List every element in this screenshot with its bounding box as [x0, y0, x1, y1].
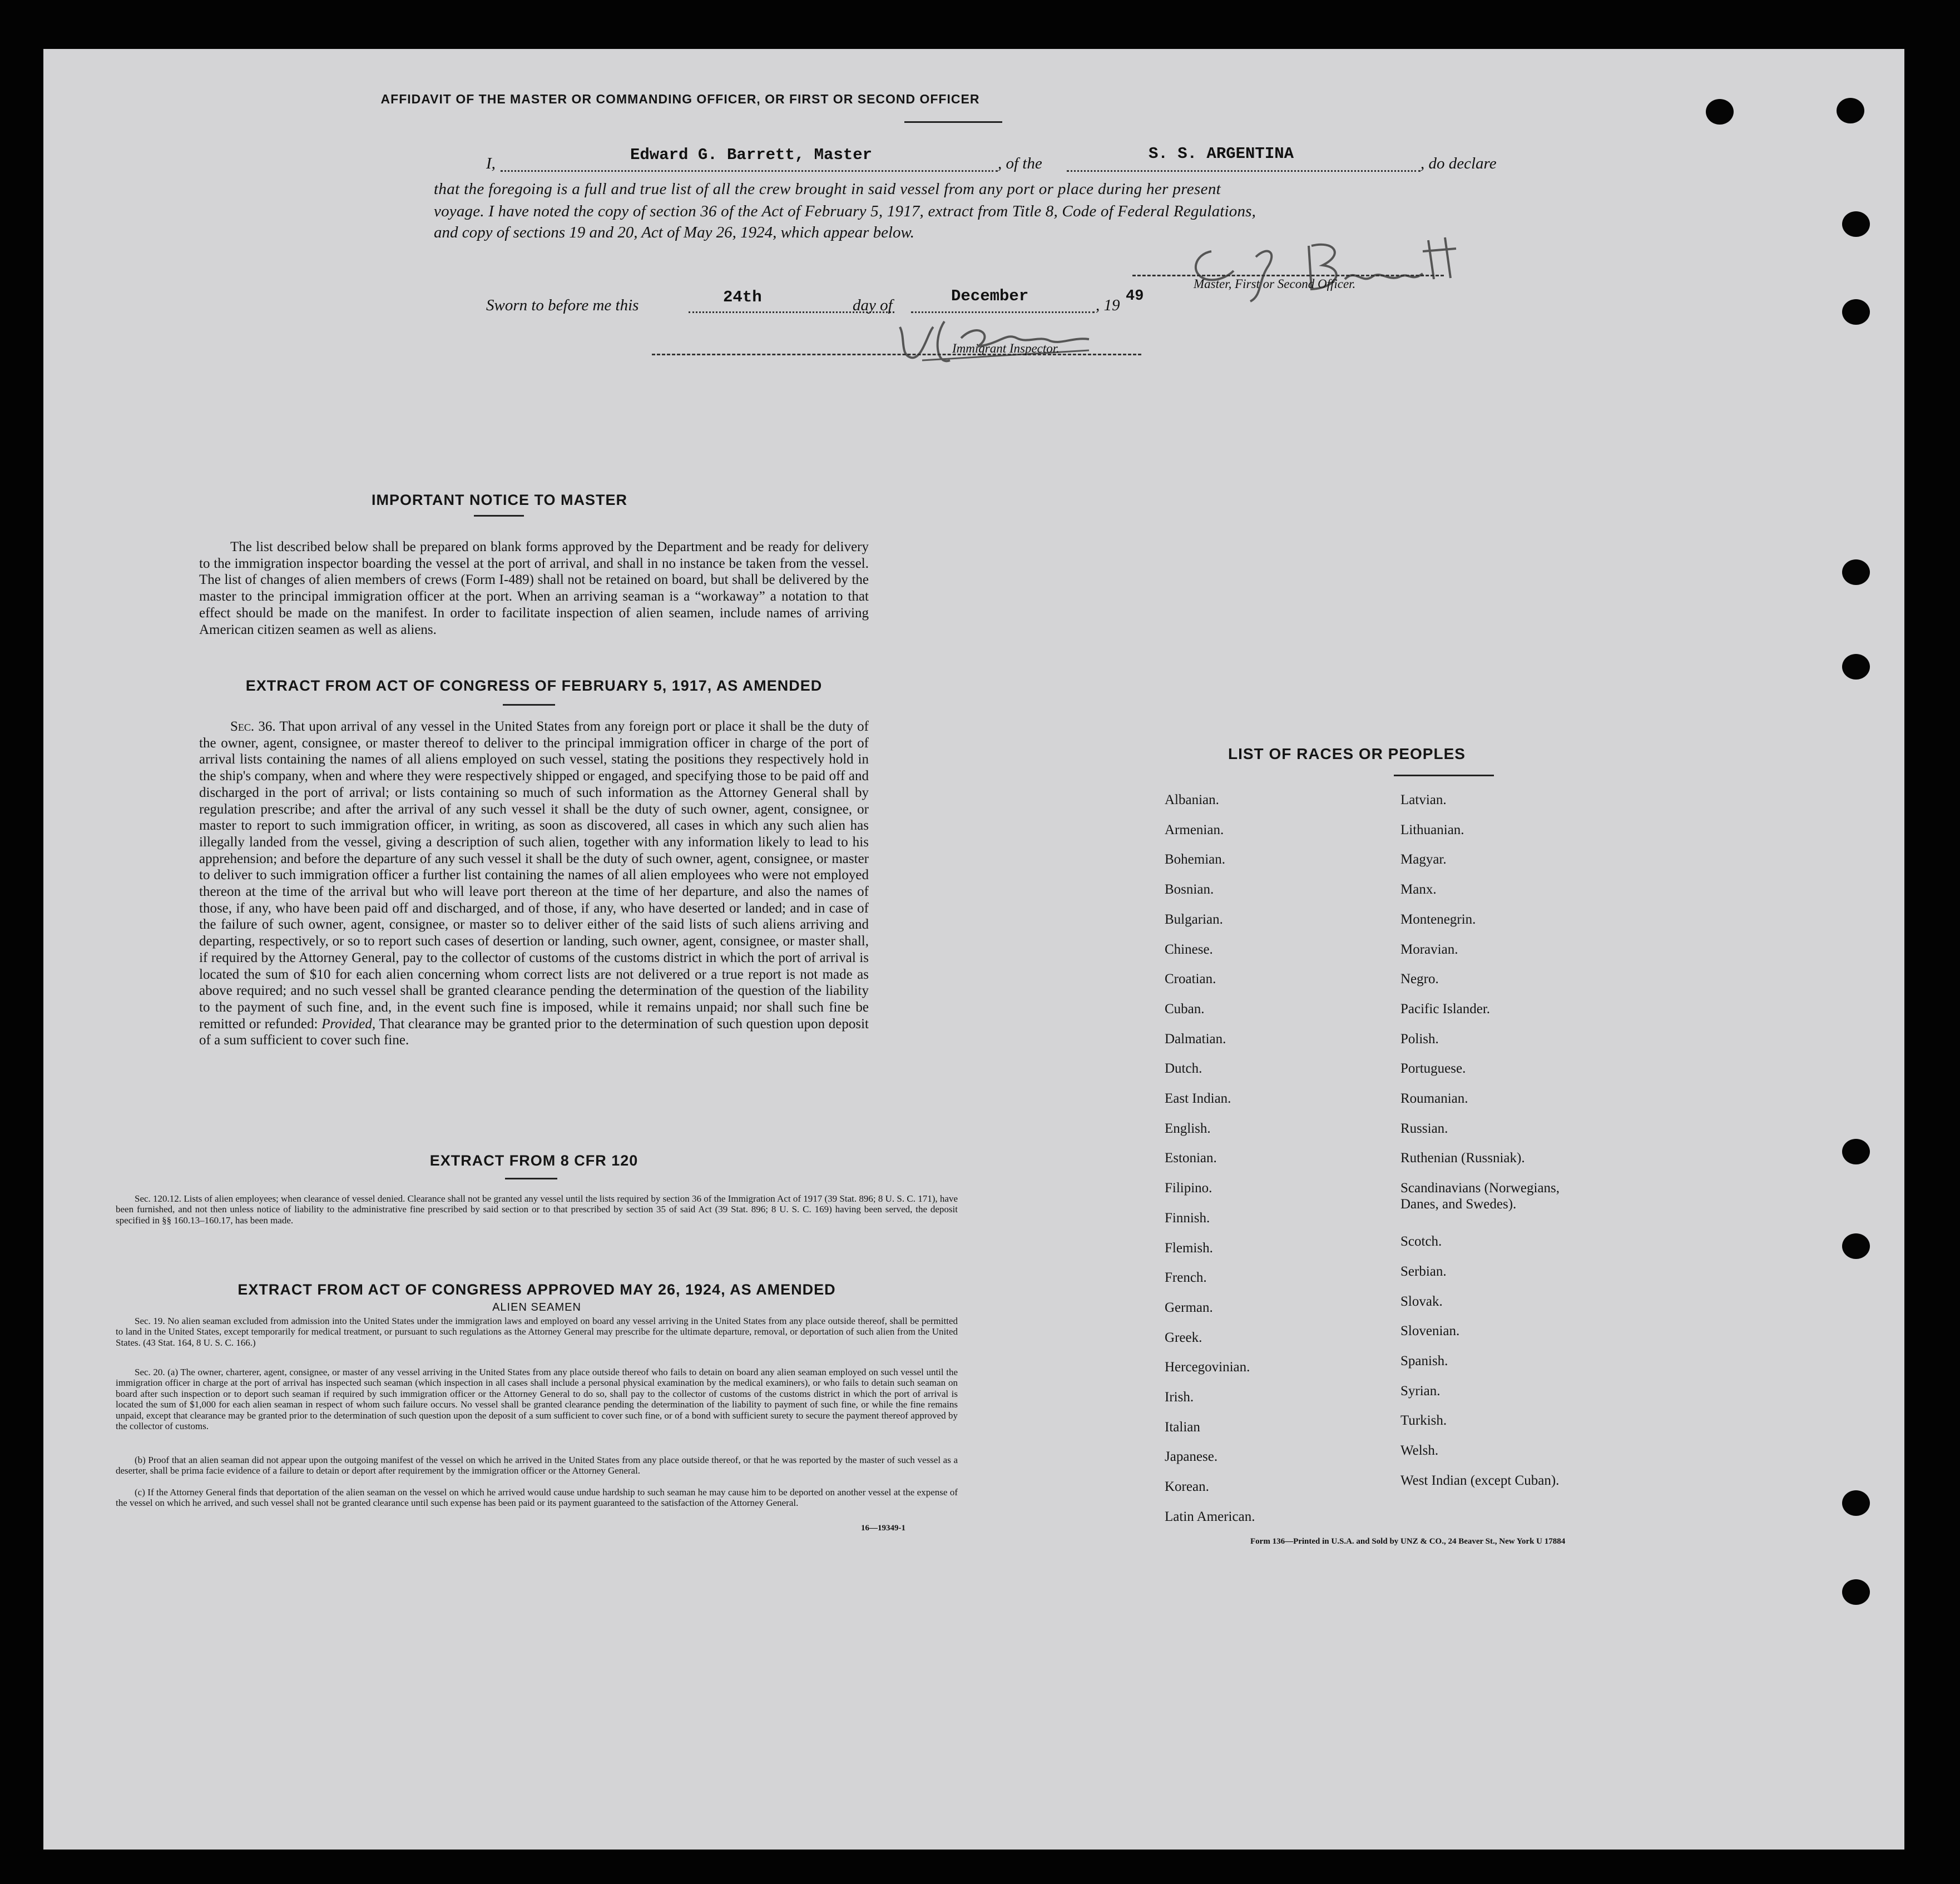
race-item-left: Dutch. [1165, 1061, 1202, 1077]
alien-seamen-subtitle: ALIEN SEAMEN [492, 1301, 581, 1313]
declarant-prefix: I, [486, 155, 496, 172]
race-item-left: Flemish. [1165, 1240, 1213, 1256]
race-item-left: English. [1165, 1121, 1211, 1136]
sworn-label: Sworn to before me this [486, 296, 639, 314]
punch-hole [1842, 1579, 1870, 1605]
provided-label: Provided, [321, 1016, 376, 1032]
race-item-right: Turkish. [1400, 1413, 1447, 1429]
form-code: 16—19349-1 [861, 1524, 905, 1533]
race-item-left: German. [1165, 1300, 1213, 1315]
affidavit-title: AFFIDAVIT OF THE MASTER OR COMMANDING OFFICER, OR FIRST OR SECOND OFFICER [380, 92, 980, 106]
notice-rule [474, 515, 524, 517]
punch-hole [1842, 1490, 1870, 1516]
punch-hole [1842, 211, 1870, 237]
race-item-right: Ruthenian (Russniak). [1400, 1151, 1525, 1166]
extract-1917-rule [503, 704, 555, 706]
inspector-signature-line [652, 354, 1141, 355]
declare-label: , do declare [1420, 155, 1497, 172]
race-item-left: Filipino. [1165, 1181, 1212, 1196]
race-item-left: Bohemian. [1165, 852, 1226, 867]
race-item-right: Pacific Islander. [1400, 1001, 1491, 1017]
race-item-right: Slovenian. [1400, 1323, 1460, 1339]
race-item-right: Slovak. [1400, 1293, 1443, 1309]
races-rule [1394, 775, 1494, 776]
title-rule [904, 121, 1002, 123]
declaration-line-3: voyage. I have noted the copy of section 36 of the Act of February 5, 1917, extract from Title 8, Code of Federal Regulations, [434, 202, 1256, 220]
extract-cfr-title: EXTRACT FROM 8 CFR 120 [429, 1152, 639, 1169]
sworn-day[interactable]: 24th [723, 288, 762, 306]
race-item-right: Spanish. [1400, 1353, 1448, 1369]
race-item-left: East Indian. [1165, 1091, 1231, 1106]
punch-hole [1837, 98, 1864, 123]
punch-hole [1842, 1139, 1870, 1164]
race-item-left: Greek. [1165, 1330, 1202, 1345]
punch-hole [1842, 1233, 1870, 1259]
sworn-month[interactable]: December [951, 287, 1029, 305]
notice-body: The list described below shall be prepared on blank forms approved by the Department and be ready for delivery to the immigration inspector boarding the vessel at the port of arrival, and shall in no instance be taken from the vessel. The list of changes of alien members of crews (Form I-489) shall not be retained on board, but shall be delivered by the master to the principal immigration officer at the port. When an arriving seaman is a “workaway” a notation to that effect should be made on the manifest. In order to facilitate inspection of alien seamen, include names of arriving American citizen seamen as well as aliens. [199, 539, 869, 637]
officer-signature-line [1132, 275, 1444, 276]
race-item-right: Polish. [1400, 1031, 1439, 1047]
race-item-left: Hercegovinian. [1165, 1360, 1250, 1375]
race-item-right: Welsh. [1400, 1443, 1439, 1458]
race-item-left: Estonian. [1165, 1151, 1217, 1166]
extract-cfr-rule [505, 1178, 557, 1179]
race-item-right: West Indian (except Cuban). [1400, 1473, 1560, 1488]
extract-1917-title: EXTRACT FROM ACT OF CONGRESS OF FEBRUARY 5, 1917, AS AMENDED [245, 677, 823, 694]
race-item-left: Dalmatian. [1165, 1031, 1226, 1047]
race-item-right: Scandinavians (Norwegians, Danes, and Swedes). [1400, 1181, 1560, 1212]
printer-footer: Form 136—Printed in U.S.A. and Sold by UNZ & CO., 24 Beaver St., New York U 17884 [1250, 1537, 1566, 1546]
race-item-left: Irish. [1165, 1390, 1194, 1405]
sworn-year[interactable]: 49 [1126, 288, 1144, 305]
sec-36-text: That upon arrival of any vessel in the United States from any foreign port or place it shall be the duty of the owner, agent, consignee, or master thereof to deliver to the principal immigration officer in charge of the port of arrival lists containing the names of all aliens employed on such vessel, stating the positions they respectively hold in the ship's company, when and where they were respectively shipped or engaged, and specifying those to be paid off and discharged in the port of arrival; or lists containing so much of such information as the Attorney General shall by regulation prescribe; and after the arrival of any such vessel it shall be the duty of such owner, agent, consignee, or master to report to such immigration officer, in writing, as soon as discovered, all cases in which any such alien has illegally landed from the vessel, giving a description of such alien, together with any information likely to lead to his apprehension; and before the departure of any such vessel it shall be the duty of such owner, agent, consignee, or master to deliver to such immigration officer a further list containing the names of all alien employees who were not employed thereon at the time of the arrival but who will leave port thereon at the time of her departure, and also the names of those, if any, who have been paid off and discharged, and of those, if any, who have deserted or landed; and in case of the failure of such owner, agent, consignee, or master so to deliver either of the said lists of such aliens arriving and departing, respectively, or so to report such cases of desertion or landing, such owner, agent, consignee, or master shall, if required by the Attorney General, pay to the collector of customs of the customs district in which the port of arrival is located the sum of $10 for each alien concerning whom correct lists are not delivered or a true report is not made as above required; and no such vessel shall be granted clearance pending the determination of the question of the liability to the payment of such fine, and, in the event such fine is imposed, while it remains unpaid; nor shall such fine be remitted or refunded: [199, 719, 869, 1032]
race-item-right: Montenegrin. [1400, 911, 1476, 927]
race-item-right: Portuguese. [1400, 1061, 1466, 1077]
race-item-left: Armenian. [1165, 822, 1224, 837]
year-prefix: , 19 [1096, 296, 1120, 314]
inspector-label: Immigrant Inspector. [952, 341, 1060, 355]
race-item-left: Cuban. [1165, 1001, 1205, 1017]
punch-hole [1842, 559, 1870, 585]
race-item-right: Negro. [1400, 971, 1439, 987]
race-item-left: Chinese. [1165, 941, 1213, 957]
punch-hole [1706, 99, 1734, 125]
race-item-left: Bulgarian. [1165, 911, 1223, 927]
extract-cfr-body: Sec. 120.12. Lists of alien employees; when clearance of vessel denied. Clearance shall not be granted any vessel until the lists required by section 36 of the Immigration Act of 1917 (39 Stat. 896; 8 U. S. C. 171), have been furnished, and not then unless notice of liability to the administrative fine prescribed by said section or to that prescribed by section 35 of said Act (39 Stat. 896; 8 U. S. C. 169) having been served, the deposit specified in §§ 160.13–160.17, has been made. [116, 1193, 958, 1226]
of-the-label: , of the [998, 155, 1042, 172]
punch-hole [1842, 654, 1870, 680]
extract-1924-title: EXTRACT FROM ACT OF CONGRESS APPROVED MAY 26, 1924, AS AMENDED [237, 1281, 836, 1298]
name-line [501, 170, 998, 172]
declaration-line-2: that the foregoing is a full and true list of all the crew brought in said vessel from any port or place during her present [434, 180, 1221, 198]
extract-1917-body [199, 718, 869, 1049]
race-item-right: Moravian. [1400, 941, 1458, 957]
inspector-signature [889, 305, 1122, 371]
sec-36-label: Sec. 36. [230, 719, 276, 734]
vessel-name[interactable]: S. S. ARGENTINA [1149, 145, 1294, 163]
race-item-right: Manx. [1400, 882, 1437, 898]
declaration-line-4: and copy of sections 19 and 20, Act of May 26, 1924, which appear below. [434, 224, 914, 241]
sec-20b-text: (b) Proof that an alien seaman did not appear upon the outgoing manifest of the vessel on which he arrived in the United States from any place outside thereof, or that he was reported by the master of such vessel as a deserter, shall be prima facie evidence of a failure to detain or deport after requirement by the immigration officer or the Attorney General. [116, 1455, 958, 1476]
race-item-left: Albanian. [1165, 792, 1219, 807]
races-title: LIST OF RACES OR PEOPLES [1228, 745, 1466, 762]
vessel-line [1067, 170, 1420, 172]
document-page [43, 49, 1904, 1850]
sec-36-end: That clearance may be granted prior to the determination of such question upon deposit of a sum sufficient to cover such fine. [199, 1016, 869, 1048]
day-of-label: day of [853, 296, 893, 314]
race-item-left: French. [1165, 1270, 1207, 1286]
race-item-right: Lithuanian. [1400, 822, 1464, 837]
master-signature [1189, 229, 1484, 307]
sec-20a-text: Sec. 20. (a) The owner, charterer, agent, consignee, or master of any vessel arriving in the United States from any place outside thereof who fails to detain on board any alien seaman employed on such vessel until the immigration officer in charge at the port of arrival has inspected such seaman (which inspection in all cases shall include a personal physical examination by the medical examiners), or who fails to detain such seaman on board after such inspection or to deport such seaman if required by such immigration officer or the Attorney General to do so, shall pay to the collector of customs of the customs district in which the port of arrival is located the sum of $1,000 for each alien seaman in respect of whom such failure occurs. No vessel shall be granted clearance pending the determination of the liability to payment of such fine, or while the fine remains unpaid, except that clearance may be granted prior to the determination of such question upon the deposit of a sum sufficient to cover such fine, or of a bond with sufficient surety to secure the payment thereof approved by the collector of customs. [116, 1367, 958, 1432]
race-item-left: Bosnian. [1165, 882, 1214, 898]
race-item-right: Russian. [1400, 1121, 1448, 1136]
sec-19-text: Sec. 19. No alien seaman excluded from admission into the United States under the immigration laws and employed on board any vessel arriving in the United States from any place outside thereof, shall be permitted to land in the United States, except temporarily for medical treatment, or pursuant to such regulations as the Attorney General may prescribe for the ultimate departure, removal, or deportation of such alien from the United States. (43 Stat. 164, 8 U. S. C. 166.) [116, 1316, 958, 1348]
race-item-right: Serbian. [1400, 1263, 1447, 1279]
sec-20c-text: (c) If the Attorney General finds that deportation of the alien seaman on the vessel on which he arrived would cause undue hardship to such seaman he may cause him to be deported on another vessel at the expense of the vessel on which he arrived, and such vessel shall not be granted clearance until such expense has been paid or its payment guaranteed to the satisfaction of the Attorney General. [116, 1487, 958, 1509]
race-item-right: Magyar. [1400, 852, 1447, 867]
officer-label: Master, First or Second Officer. [1194, 277, 1356, 291]
punch-hole [1842, 299, 1870, 325]
race-item-left: Korean. [1165, 1479, 1209, 1495]
race-item-right: Latvian. [1400, 792, 1447, 807]
race-item-left: Japanese. [1165, 1449, 1218, 1465]
race-item-left: Italian [1165, 1419, 1200, 1435]
notice-title: IMPORTANT NOTICE TO MASTER [372, 492, 627, 508]
race-item-right: Roumanian. [1400, 1091, 1468, 1106]
race-item-right: Scotch. [1400, 1234, 1442, 1250]
race-item-left: Latin American. [1165, 1509, 1255, 1524]
declarant-name[interactable]: Edward G. Barrett, Master [630, 146, 873, 164]
race-item-left: Finnish. [1165, 1210, 1210, 1226]
race-item-right: Syrian. [1400, 1383, 1441, 1399]
race-item-left: Croatian. [1165, 971, 1216, 987]
